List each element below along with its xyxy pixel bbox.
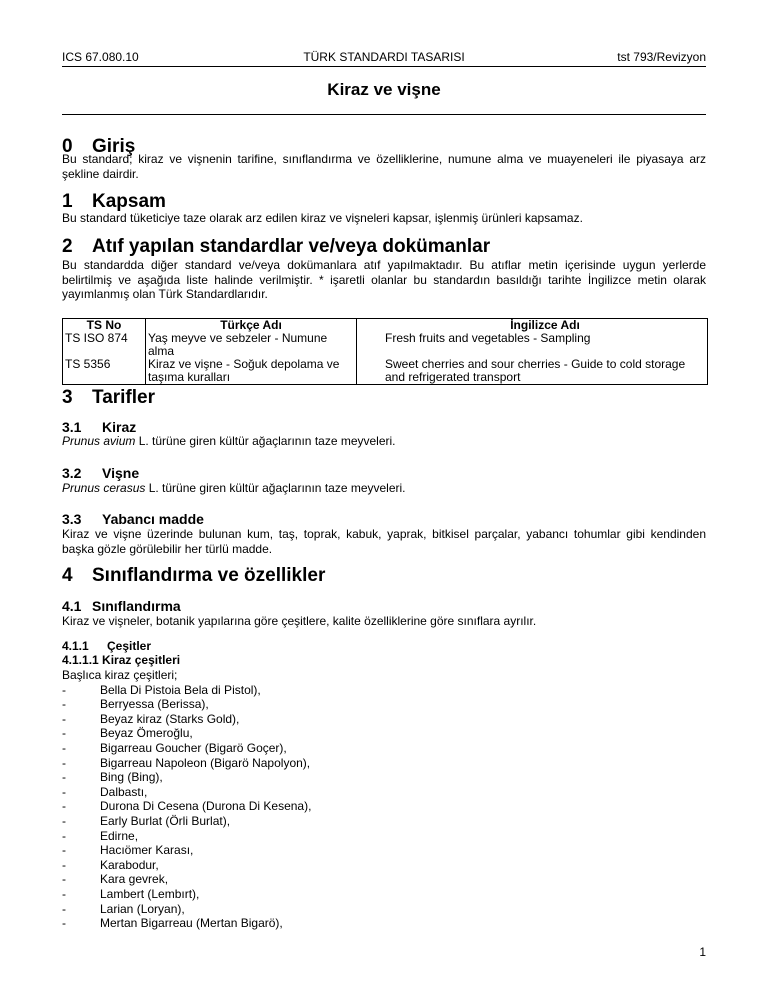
list-bullet: -	[62, 886, 66, 901]
list-bullet: -	[62, 740, 66, 755]
th-english: İngilizce Adı	[383, 319, 708, 333]
para-3-2: Prunus cerasus L. türüne giren kültür ağaçlarının taze meyveleri.	[62, 481, 406, 495]
heading-3: 3 Tarifler	[62, 387, 156, 408]
list-bullet: -	[62, 711, 66, 726]
heading-0: 0 Giriş	[62, 136, 136, 157]
list-bullet: -	[62, 828, 66, 843]
para-2: Bu standardda diğer standard ve/veya dokümanlara atıf yapılmaktadır. Bu atıflar metin içerisinde uygun yerlerde belirtilmiş ve aşağıda liste halinde verilmiştir. * işaretli olanlar bu standardın basıldığı tarihte İngilizce metin olarak yayımlanmış olan Türk Standardlarıdır.	[62, 258, 706, 301]
list-bullet: -	[62, 813, 66, 828]
list-item-label: Durona Di Cesena (Durona Di Kesena),	[100, 799, 312, 814]
list-item-label: Beyaz kiraz (Starks Gold),	[100, 711, 240, 726]
list-item	[62, 683, 311, 698]
list-item	[62, 887, 311, 902]
variety-list	[62, 668, 311, 931]
heading-1: 1 Kapsam	[62, 191, 166, 212]
list-item-label: Karabodur,	[100, 857, 159, 872]
reference-table	[62, 318, 708, 385]
table-header-row	[63, 319, 708, 333]
list-item	[62, 858, 311, 873]
header-title: TÜRK STANDARDI TASARISI	[303, 50, 465, 64]
para-3-1: Prunus avium L. türüne giren kültür ağaçlarının taze meyveleri.	[62, 434, 396, 448]
list-item-label: Berryessa (Berissa),	[100, 697, 209, 712]
list-item-label: Dalbastı,	[100, 784, 148, 799]
heading-4-1: 4.1 Sınıflandırma	[62, 598, 181, 614]
list-item-label: Bigarreau Napoleon (Bigarö Napolyon),	[100, 755, 311, 770]
list-item	[62, 726, 311, 741]
list-bullet: -	[62, 916, 66, 931]
list-item-label: Kara gevrek,	[100, 872, 169, 887]
list-item-label: Bigarreau Goucher (Bigarö Goçer),	[100, 740, 287, 755]
list-item	[62, 916, 311, 931]
heading-3-1: 3.1 Kiraz	[62, 419, 137, 435]
heading-4-1-1: 4.1.1 Çeşitler	[62, 639, 152, 653]
title-divider	[62, 114, 706, 115]
list-item-label: Mertan Bigarreau (Mertan Bigarö),	[100, 916, 283, 931]
para-1: Bu standard tüketiciye taze olarak arz edilen kiraz ve vişneleri kapsar, işlenmiş ürünleri kapsamaz.	[62, 211, 583, 225]
th-ts-no: TS No	[63, 319, 146, 333]
list-item-label: Edirne,	[100, 828, 139, 843]
list-item	[62, 770, 311, 785]
list-item-label: Hacıömer Karası,	[100, 843, 194, 858]
list-item	[62, 902, 311, 917]
para-3-3: Kiraz ve vişne üzerinde bulunan kum, taş, toprak, kabuk, yaprak, bitkisel parçalar, yabancı tohumlar gibi kendinden başka gözle görülebilir her türlü madde.	[62, 527, 706, 556]
th-turkish: Türkçe Adı	[146, 319, 357, 333]
list-bullet: -	[62, 770, 66, 785]
list-item	[62, 872, 311, 887]
list-item	[62, 785, 311, 800]
list-item	[62, 712, 311, 727]
header-doc-id: tst 793/Revizyon	[617, 50, 706, 64]
list-item-label: Larian (Loryan),	[100, 901, 185, 916]
heading-3-2: 3.2 Vişne	[62, 465, 140, 481]
list-bullet: -	[62, 784, 66, 799]
list-item-label: Bella Di Pistoia Bela di Pistol),	[100, 682, 261, 697]
list-bullet: -	[62, 799, 66, 814]
table-row: TS ISO 874 Yaş meyve ve sebzeler - Numune alma Fresh fruits and vegetables - Sampling	[63, 332, 708, 358]
list-item	[62, 843, 311, 858]
list-item	[62, 799, 311, 814]
header-ics: ICS 67.080.10	[62, 50, 139, 64]
list-item-label: Early Burlat (Örli Burlat),	[100, 813, 231, 828]
list-item	[62, 829, 311, 844]
list-item	[62, 741, 311, 756]
list-item	[62, 756, 311, 771]
list-item-label: Bing (Bing),	[100, 770, 163, 785]
list-bullet: -	[62, 682, 66, 697]
heading-4-1-1-1: 4.1.1.1 Kiraz çeşitleri	[62, 653, 181, 667]
list-bullet: -	[62, 857, 66, 872]
heading-4: 4 Sınıflandırma ve özellikler	[62, 565, 326, 586]
page-header	[62, 50, 706, 67]
list-intro: Başlıca kiraz çeşitleri;	[62, 668, 178, 682]
list-item-label: Lambert (Lembırt),	[100, 886, 200, 901]
list-bullet: -	[62, 901, 66, 916]
para-4-1: Kiraz ve vişneler, botanik yapılarına göre çeşitlere, kalite özelliklerine göre sınıflara ayrılır.	[62, 614, 537, 628]
list-item	[62, 697, 311, 712]
list-bullet: -	[62, 755, 66, 770]
para-0: Bu standard; kiraz ve vişnenin tarifine, sınıflandırma ve özelliklerine, numune alma ve muayeneleri ile piyasaya arz şekline dairdir.	[62, 152, 706, 181]
list-bullet: -	[62, 697, 66, 712]
heading-2: 2 Atıf yapılan standardlar ve/veya dokümanlar	[62, 236, 491, 257]
document-title: Kiraz ve vişne	[327, 80, 441, 99]
page-number: 1	[699, 945, 706, 959]
table-row: TS 5356 Kiraz ve vişne - Soğuk depolama ve taşıma kuralları Sweet cherries and sour cherries - Guide to cold storage and refrigerated transport	[63, 358, 708, 385]
list-bullet: -	[62, 872, 66, 887]
list-item-label: Beyaz Ömeroğlu,	[100, 726, 193, 741]
list-bullet: -	[62, 843, 66, 858]
list-bullet: -	[62, 726, 66, 741]
list-item	[62, 814, 311, 829]
heading-3-3: 3.3 Yabancı madde	[62, 511, 204, 527]
